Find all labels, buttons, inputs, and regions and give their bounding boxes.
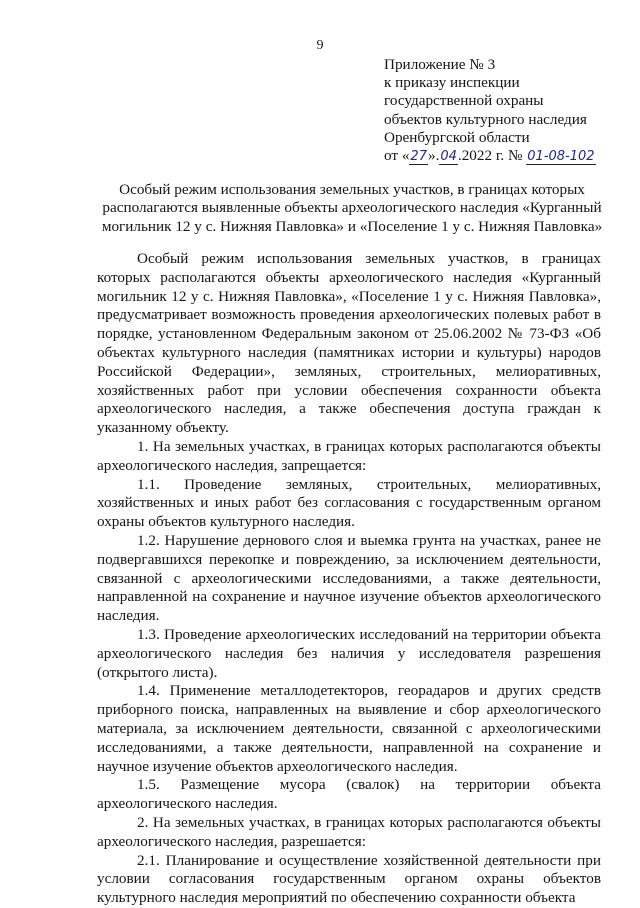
title-line: могильник 12 у с. Нижняя Павловка» и «Поселение 1 у с. Нижняя Павловка» bbox=[101, 217, 603, 235]
date-prefix: от « bbox=[384, 147, 410, 165]
section-1-5: 1.5. Размещение мусора (свалок) на территории объекта археологического наследия. bbox=[97, 776, 601, 813]
attachment-line: государственной охраны bbox=[384, 92, 544, 110]
attachment-date-line bbox=[384, 147, 634, 166]
section-2-1: 2.1. Планирование и осуществление хозяйственной деятельности при условии согласования государственным органом охраны объектов культурного наследия мероприятий по обеспечению сохранности объекта bbox=[97, 851, 601, 907]
attachment-block bbox=[384, 56, 634, 166]
attachment-line: Приложение № 3 bbox=[384, 56, 496, 73]
title-line: Особый режим использования земельных участков, в границах которых bbox=[119, 181, 585, 198]
section-1-1: 1.1. Проведение земляных, строительных, мелиоративных, хозяйственных и иных работ без согласования с государственным органом охраны объектов культурного наследия. bbox=[97, 475, 601, 531]
document-body bbox=[97, 250, 601, 908]
title-line: располагаются выявленные объекты археологического наследия «Курганный bbox=[102, 199, 602, 217]
page-number: 9 bbox=[316, 38, 324, 53]
attachment-line: к приказу инспекции bbox=[384, 74, 520, 92]
date-year: .2022 г. № bbox=[457, 147, 523, 165]
handwritten-doc-number: 01-08-102 bbox=[527, 149, 595, 165]
document-title bbox=[92, 181, 612, 236]
section-1-4: 1.4. Применение металлодетекторов, георадаров и других средств приборного поиска, направленных на выявление и сбор археологического материала, за исключением деятельности, связанной с археологическими исследованиями, а также деятельности, направленной на сохранение и научное изучение объектов археологического наследия. bbox=[97, 682, 601, 775]
section-1-3: 1.3. Проведение археологических исследований на территории объекта археологического наследия без наличия у исследователя разрешения (открытого листа). bbox=[97, 625, 601, 681]
attachment-line: объектов культурного наследия bbox=[384, 110, 587, 128]
handwritten-month: 04 bbox=[440, 149, 457, 165]
intro-paragraph: Особый режим использования земельных участков, в границах которых располагаются объекты археологического наследия «Курганный могильник 12 у с. Нижняя Павловка», «Поселение 1 у с. Нижняя Павловка», предусматривает возможность проведения археологических полевых работ в порядке, установленном Федеральным законом от 25.06.2002 № 73-ФЗ «Об объектах культурного наследия (памятниках истории и культуры) народов Российской Федерации», земляных, строительных, мелиоративных, хозяйственных работ при условии обеспечения сохранности объекта археологического наследия, а также обеспечения доступа граждан к указанному объекту. bbox=[97, 250, 601, 437]
attachment-line: Оренбургской области bbox=[384, 128, 530, 146]
section-1: 1. На земельных участках, в границах которых располагаются объекты археологического наследия, запрещается: bbox=[97, 437, 601, 474]
date-mid: ». bbox=[427, 147, 440, 165]
section-1-2: 1.2. Нарушение дернового слоя и выемка грунта на участках, ранее не подвергавшихся перекопке и повреждению, за исключением деятельности, связанной с археологическими исследованиями, а также деятельности, направленной на сохранение и научное изучение объектов археологического наследия. bbox=[97, 531, 601, 625]
section-2: 2. На земельных участках, в границах которых располагаются объекты археологического наследия, разрешается: bbox=[97, 813, 601, 850]
handwritten-day: 27 bbox=[410, 149, 427, 165]
